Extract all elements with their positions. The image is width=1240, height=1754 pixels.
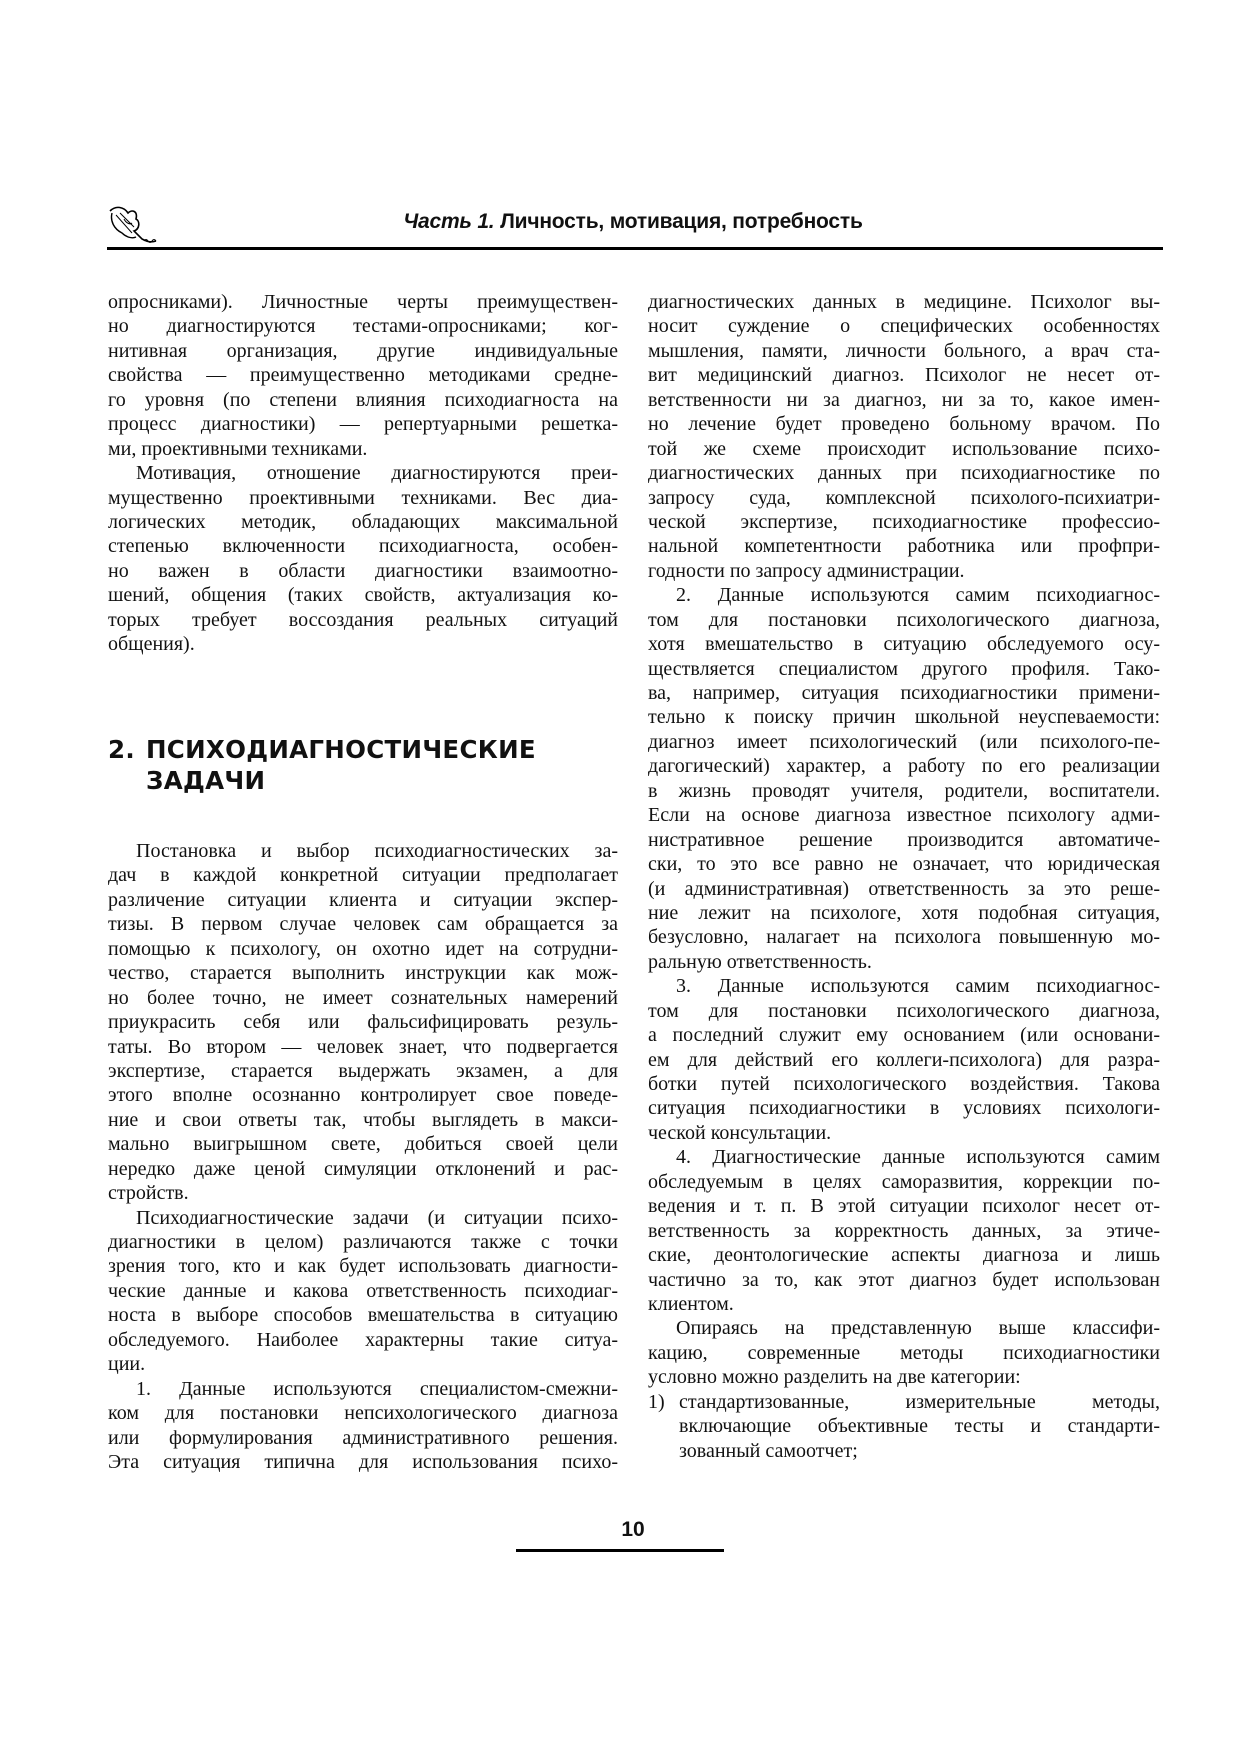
text-line: [108, 1254, 618, 1278]
text-line: [108, 461, 618, 485]
text-line: [108, 363, 618, 387]
text-line: [108, 632, 618, 656]
line-text: тизы. В первом случае человек сам обращается за: [108, 913, 618, 936]
line-text: степенью включенности психодиагноста, особен-: [108, 535, 618, 558]
text-line: [648, 1390, 1160, 1414]
text-line: [108, 583, 618, 607]
text-line: [648, 705, 1160, 729]
line-text: диагностики в целом) различаются также с точки: [108, 1231, 618, 1253]
line-text: мально выигрышном свете, добиться своей цели: [108, 1133, 618, 1156]
text-line: [648, 363, 1160, 387]
line-text: в жизнь проводят учителя, родители, воспитатели.: [648, 779, 1160, 802]
line-text: обследуемым в целях саморазвития, коррекции по-: [648, 1170, 1160, 1193]
section-title-line1: ПСИХОДИАГНОСТИЧЕСКИЕ: [146, 735, 536, 764]
line-text: ские, деонтологические аспекты диагноза и лишь: [648, 1244, 1160, 1267]
line-text: ческой консультации.: [648, 1121, 832, 1144]
text-line: [648, 877, 1160, 901]
text-line: [648, 999, 1160, 1023]
text-line: [648, 1048, 1160, 1072]
line-text: ва, например, ситуация психодиагностики примени-: [648, 682, 1160, 704]
line-text: го уровня (по степени влияния психодиагноста на: [108, 388, 618, 411]
line-text: чество, старается выполнить инструкции как мож-: [108, 962, 618, 985]
line-text: ситуация психодиагностики в условиях психологи-: [648, 1097, 1160, 1120]
line-text: логических методик, обладающих максимальной: [108, 510, 618, 533]
text-line: [648, 608, 1160, 632]
line-text: ком для постановки непсихологического диагноза: [108, 1402, 618, 1425]
line-text: ботки путей психологического воздействия. Такова: [648, 1073, 1160, 1095]
line-text: условно можно разделить на две категории:: [648, 1366, 1021, 1389]
line-text: стройств.: [108, 1182, 189, 1205]
line-text: ведения и т. п. В этой ситуации психолог несет от-: [648, 1195, 1160, 1218]
text-line: [648, 339, 1160, 363]
text-line: [108, 912, 618, 936]
right-column: [648, 290, 1160, 1463]
text-line: [108, 1230, 618, 1254]
page-number: 10: [621, 1518, 645, 1541]
text-line: [108, 290, 618, 314]
text-line: [648, 1170, 1160, 1194]
line-text: этого вполне осознанно контролирует свое поведе-: [108, 1084, 618, 1107]
part-label: Часть 1.: [403, 210, 495, 233]
line-text: нистративное решение производится автоматиче-: [648, 828, 1160, 851]
line-text: 1. Данные используются специалистом-смежни-: [136, 1377, 618, 1400]
text-line: [648, 290, 1160, 314]
text-line: [108, 412, 618, 436]
line-text: тельно к поиску причин школьной неуспеваемости:: [648, 706, 1160, 729]
writing-hand-icon: [106, 203, 162, 247]
line-text: но важен в области диагностики взаимоотно-: [108, 559, 618, 582]
text-line: [648, 412, 1160, 436]
text-line: [108, 1035, 618, 1059]
line-text: годности по запросу администрации.: [648, 559, 965, 582]
text-line: [108, 510, 618, 534]
text-line: [108, 1401, 618, 1425]
line-text: приукрасить себя или фальсифицировать резуль-: [108, 1011, 618, 1034]
line-text: Эта ситуация типична для использования психо-: [108, 1450, 618, 1473]
line-text: но лечение будет проведено больному врачом. По: [648, 413, 1160, 436]
line-text: диагностических данных при психодиагностике по: [648, 462, 1160, 485]
text-line: [108, 1132, 618, 1156]
paragraph: [108, 839, 618, 1206]
line-text: носит суждение о специфических особенностях: [648, 315, 1160, 338]
line-text: 3. Данные используются самим психодиагнос-: [676, 975, 1160, 998]
line-text: стандартизованные, измерительные методы,: [679, 1390, 1160, 1413]
text-line: [648, 486, 1160, 510]
paragraph: [648, 1316, 1160, 1389]
text-line: [648, 1023, 1160, 1047]
text-line: [108, 339, 618, 363]
text-line: [648, 1341, 1160, 1365]
text-line: [108, 1328, 618, 1352]
line-text: ем для действий его коллеги-психолога) для разра-: [648, 1048, 1160, 1071]
line-text: обследуемого. Наиболее характерны такие ситуа-: [108, 1328, 618, 1351]
line-text: опросниками). Личностные черты преимуществен-: [108, 291, 618, 313]
line-text: Постановка и выбор психодиагностических за-: [136, 840, 618, 862]
text-line: [108, 559, 618, 583]
text-line: [108, 1303, 618, 1327]
text-line: [648, 437, 1160, 461]
line-text: Психодиагностические задачи (и ситуации психо-: [136, 1206, 618, 1229]
text-line: [648, 1439, 1160, 1463]
line-text: ческие данные и какова ответственность психодиаг-: [108, 1279, 618, 1302]
text-line: [648, 510, 1160, 534]
line-text: Если на основе диагноза известное психологу адми-: [648, 804, 1160, 827]
line-text: Мотивация, отношение диагностируются преи-: [136, 462, 618, 485]
line-text: общения).: [108, 633, 195, 656]
line-text: свойства — преимущественно методиками средне-: [108, 364, 618, 387]
line-text: ние и свои ответы так, чтобы выглядеть в макси-: [108, 1108, 618, 1131]
text-line: [108, 1010, 618, 1034]
paragraph: [108, 290, 618, 461]
line-text: 4. Диагностические данные используются самим: [676, 1146, 1160, 1169]
line-text: диагностических данных в медицине. Психолог вы-: [648, 291, 1160, 313]
line-text: ветственность за корректность данных, за этиче-: [648, 1219, 1160, 1242]
text-line: [648, 1072, 1160, 1096]
line-text: запросу суда, комплексной психолого-психиатри-: [648, 486, 1160, 509]
line-text: (и административная) ответственность за это реше-: [648, 877, 1160, 900]
text-line: [108, 534, 618, 558]
text-line: [648, 1414, 1160, 1438]
text-line: [108, 314, 618, 338]
text-line: [108, 608, 618, 632]
line-text: том для постановки психологического диагноза,: [648, 999, 1160, 1022]
text-line: [648, 1292, 1160, 1316]
text-line: [648, 534, 1160, 558]
text-line: [108, 1206, 618, 1230]
text-line: [108, 863, 618, 887]
text-line: [108, 1279, 618, 1303]
header-rule: [107, 247, 1163, 250]
paragraph: [648, 583, 1160, 974]
text-line: [108, 1108, 618, 1132]
list-item: [648, 1390, 1160, 1463]
line-text: нередко даже ценой симуляции отклонений и рас-: [108, 1157, 618, 1180]
text-line: [648, 730, 1160, 754]
text-line: [108, 888, 618, 912]
line-text: шений, общения (таких свойств, актуализация ко-: [108, 584, 618, 607]
paragraph: [108, 1377, 618, 1475]
text-line: [648, 1096, 1160, 1120]
footer-rule: [516, 1549, 724, 1552]
paragraph: [648, 974, 1160, 1145]
line-text: нитивная организация, другие индивидуальные: [108, 339, 618, 362]
text-line: [108, 986, 618, 1010]
text-line: [108, 1181, 618, 1205]
line-text: ветственности ни за диагноз, ни за то, какое имен-: [648, 388, 1160, 411]
line-text: той же схеме происходит использование психо-: [648, 437, 1160, 460]
text-line: [648, 388, 1160, 412]
text-line: [648, 461, 1160, 485]
line-text: ние лежит на психологе, хотя подобная ситуация,: [648, 901, 1160, 924]
paragraph: [648, 1145, 1160, 1316]
line-text: но диагностируются тестами-опросниками; ког-: [108, 315, 618, 338]
text-line: [108, 1083, 618, 1107]
text-line: [108, 388, 618, 412]
text-line: [648, 901, 1160, 925]
text-line: [648, 681, 1160, 705]
list-marker: 1): [648, 1390, 665, 1413]
text-line: [648, 754, 1160, 778]
line-text: процесс диагностики) — репертуарными решетка-: [108, 413, 618, 436]
line-text: клиентом.: [648, 1292, 734, 1315]
line-text: 2. Данные используются самим психодиагнос-: [676, 584, 1160, 607]
text-line: [108, 961, 618, 985]
text-line: [108, 437, 618, 461]
text-line: [108, 839, 618, 863]
line-text: помощью к психологу, он охотно идет на сотрудни-: [108, 937, 618, 960]
text-line: [648, 828, 1160, 852]
line-text: вит медицинский диагноз. Психолог не несет от-: [648, 364, 1160, 387]
line-text: ческой экспертизе, психодиагностике профессио-: [648, 510, 1160, 533]
text-line: [648, 1365, 1160, 1389]
line-text: ществляется специалистом другого профиля. Тако-: [648, 657, 1160, 680]
paragraph: [648, 290, 1160, 583]
text-line: [648, 803, 1160, 827]
line-text: ми, проективными техниками.: [108, 437, 368, 460]
text-line: [648, 1219, 1160, 1243]
text-line: [648, 583, 1160, 607]
line-text: или формулирования административного решения.: [108, 1426, 618, 1449]
chapter-title: Личность, мотивация, потребность: [500, 210, 863, 233]
text-line: [108, 1450, 618, 1474]
line-text: ции.: [108, 1353, 146, 1376]
line-text: зрения того, кто и как будет использовать диагности-: [108, 1255, 618, 1278]
paragraph: [108, 1206, 618, 1377]
text-line: [108, 1352, 618, 1376]
line-text: зованный самоотчет;: [679, 1439, 858, 1462]
line-text: нальной компетентности работника или профпри-: [648, 535, 1160, 558]
running-header: [300, 210, 966, 234]
line-text: включающие объективные тесты и стандарти-: [679, 1415, 1160, 1438]
line-text: частично за то, как этот диагноз будет использован: [648, 1268, 1160, 1291]
text-line: [108, 937, 618, 961]
text-line: [108, 486, 618, 510]
line-text: экспертизе, старается выдержать экзамен, а для: [108, 1059, 618, 1082]
text-line: [648, 1268, 1160, 1292]
text-line: [648, 1121, 1160, 1145]
line-text: том для постановки психологического диагноза,: [648, 608, 1160, 631]
left-column-bottom: [108, 839, 618, 1474]
text-line: [648, 1194, 1160, 1218]
text-line: [648, 559, 1160, 583]
text-line: [648, 314, 1160, 338]
line-text: мущественно проективными техниками. Вес диа-: [108, 486, 618, 509]
text-line: [108, 1377, 618, 1401]
text-line: [648, 974, 1160, 998]
line-text: кацию, современные методы психодиагностики: [648, 1341, 1160, 1364]
line-text: различение ситуации клиента и ситуации экспер-: [108, 888, 618, 911]
text-line: [648, 852, 1160, 876]
text-line: [108, 1426, 618, 1450]
line-text: ральную ответственность.: [648, 950, 872, 973]
line-text: а последний служит ему основанием (или основани-: [648, 1024, 1160, 1047]
line-text: безусловно, налагает на психолога повышенную мо-: [648, 926, 1160, 949]
line-text: носта в выборе способов вмешательства в ситуацию: [108, 1304, 618, 1327]
line-text: таты. Во втором — человек знает, что подвергается: [108, 1035, 618, 1058]
text-line: [648, 925, 1160, 949]
text-line: [648, 950, 1160, 974]
text-line: [648, 632, 1160, 656]
text-line: [648, 1316, 1160, 1340]
text-line: [648, 1243, 1160, 1267]
line-text: дагогический) характер, а работу по его реализации: [648, 755, 1160, 778]
line-text: но более точно, не имеет сознательных намерений: [108, 986, 618, 1009]
section-number: 2.: [108, 735, 135, 764]
text-line: [108, 1157, 618, 1181]
text-line: [108, 1059, 618, 1083]
left-column-top: [108, 290, 618, 657]
line-text: Опираясь на представленную выше классифи-: [676, 1317, 1160, 1340]
line-text: торых требует воссоздания реальных ситуаций: [108, 608, 618, 631]
text-line: [648, 657, 1160, 681]
line-text: дач в каждой конкретной ситуации предполагает: [108, 864, 618, 887]
line-text: хотя вмешательство в ситуацию обследуемого осу-: [648, 633, 1160, 656]
line-text: ски, то это все равно не означает, что юридическая: [648, 853, 1160, 876]
section-heading: [108, 734, 536, 796]
paragraph: [108, 461, 618, 657]
text-line: [648, 1145, 1160, 1169]
text-line: [648, 779, 1160, 803]
line-text: диагноз имеет психологический (или психолого-пе-: [648, 730, 1160, 753]
line-text: мышления, памяти, личности больного, а врач ста-: [648, 339, 1160, 362]
section-title-line2: ЗАДАЧИ: [146, 766, 266, 795]
